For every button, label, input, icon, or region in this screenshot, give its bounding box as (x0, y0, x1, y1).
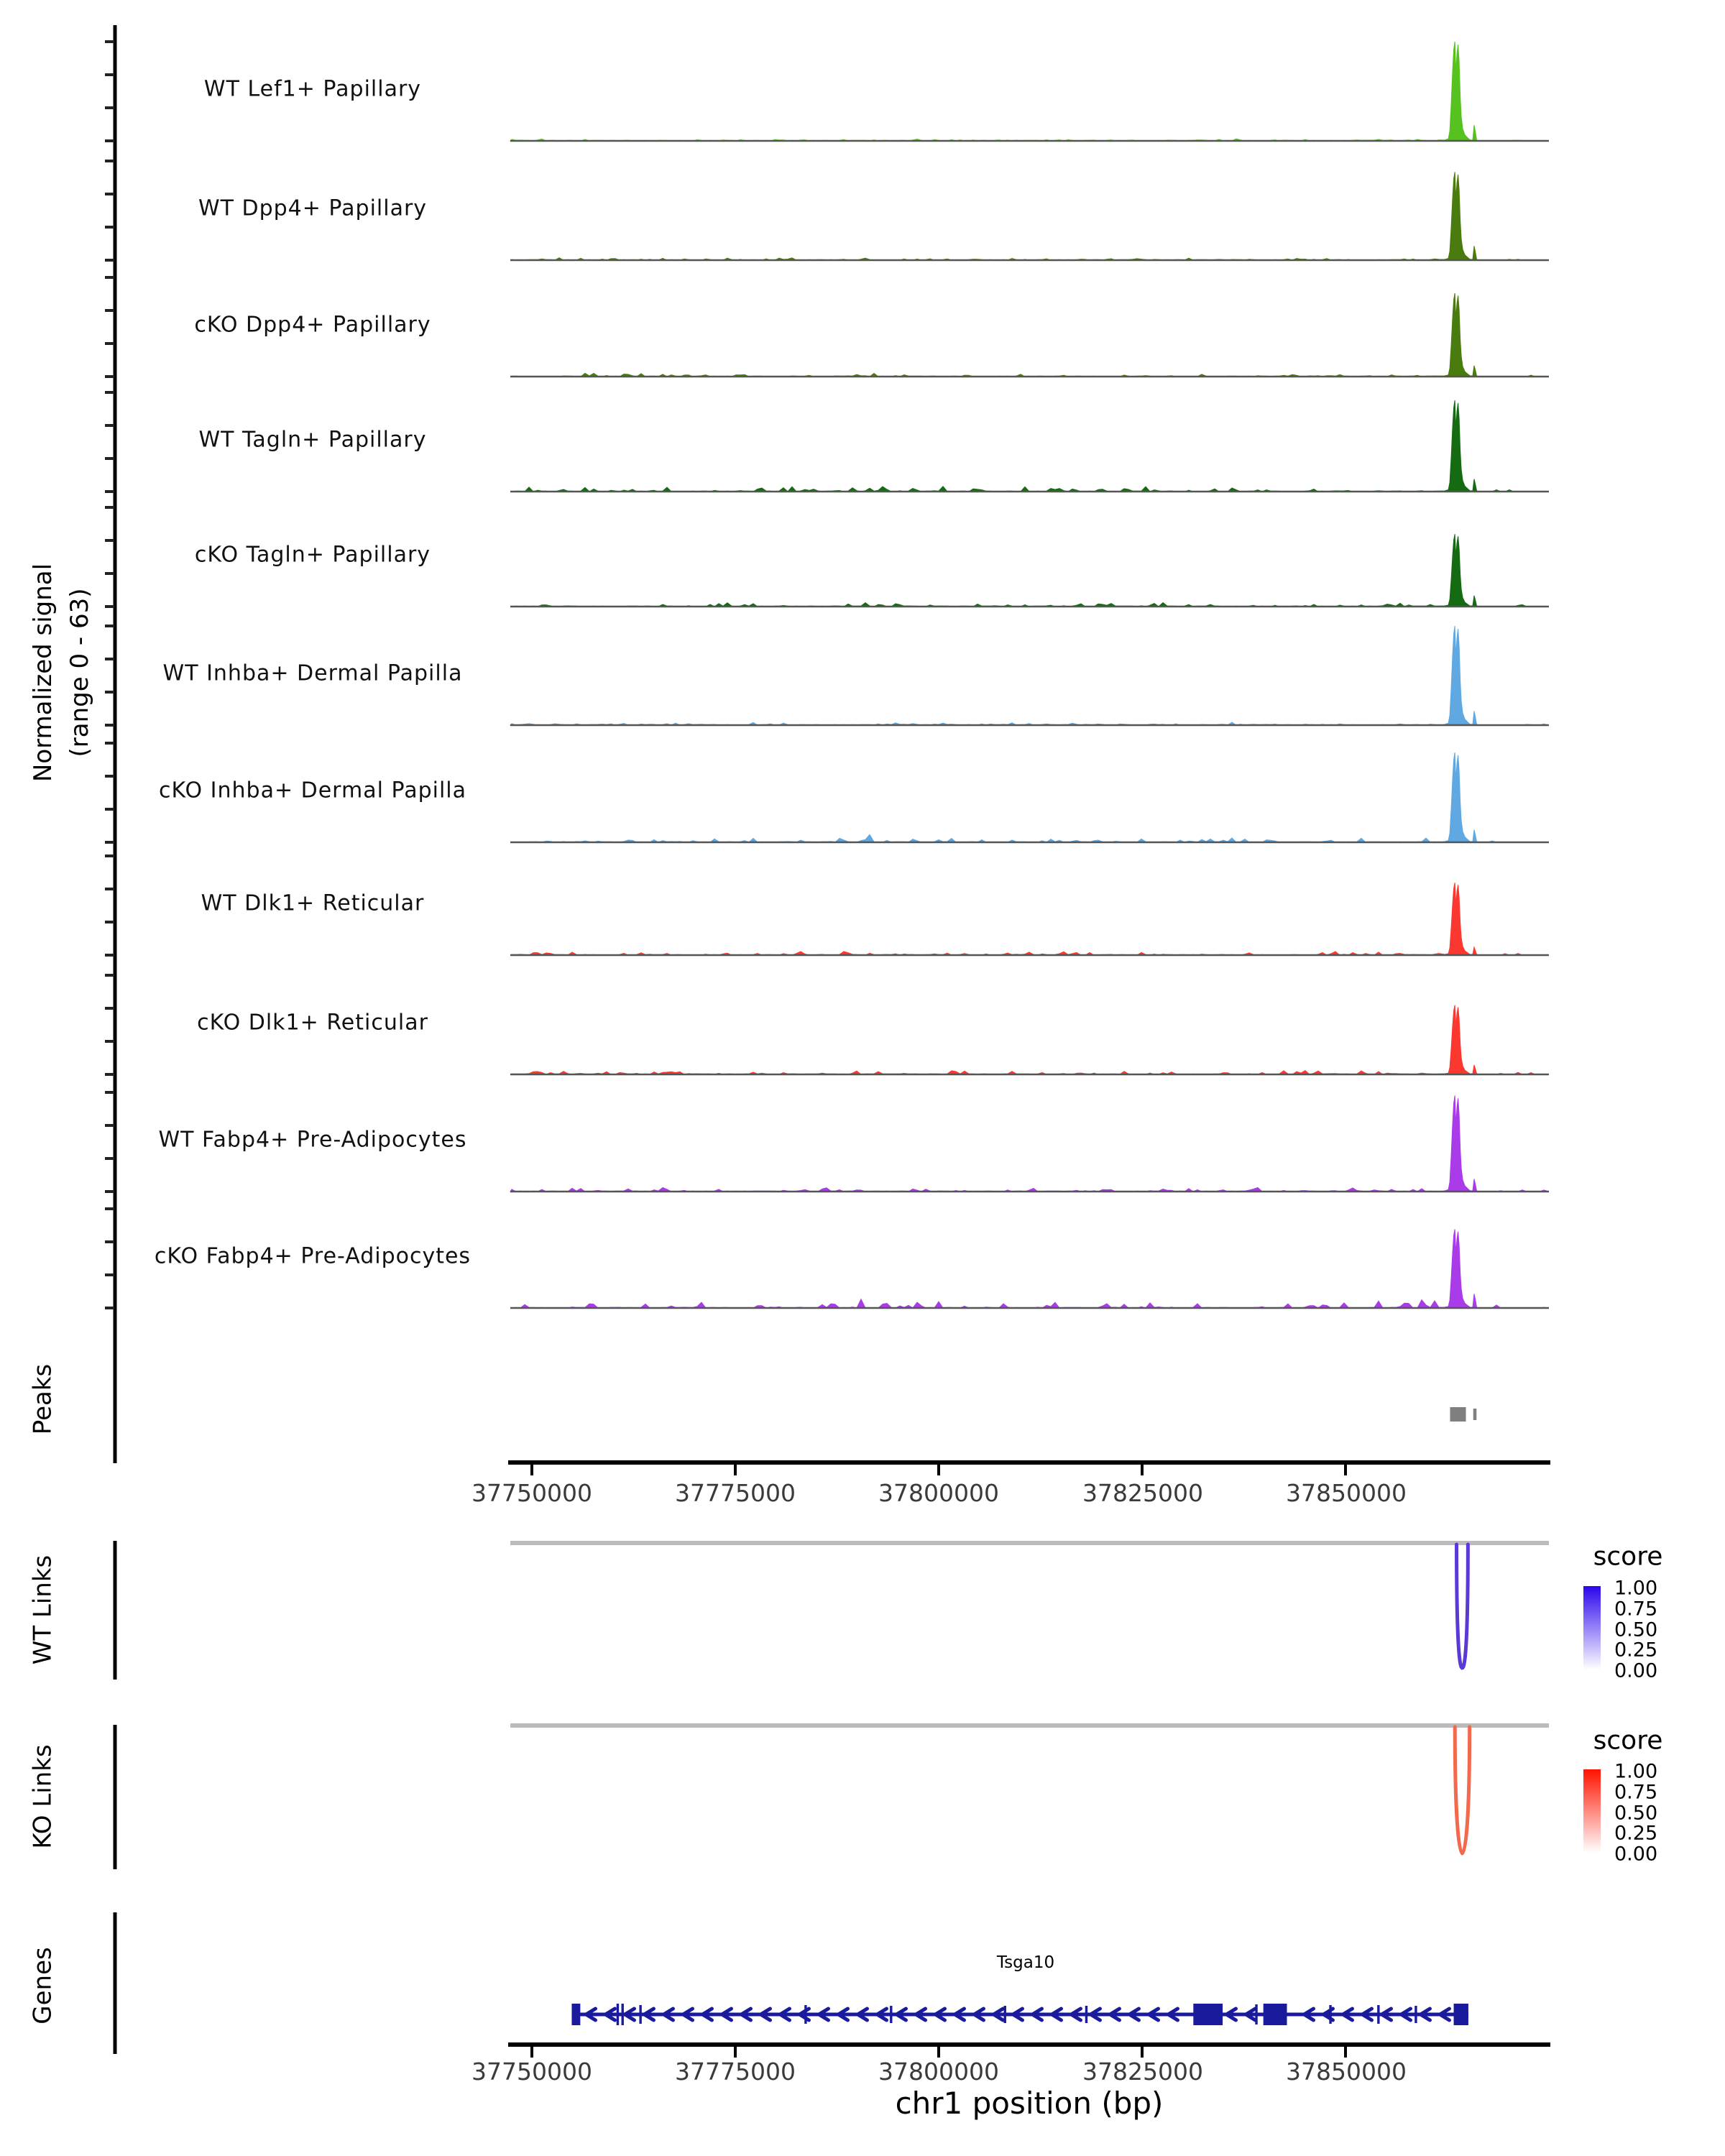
wt-score-legend-gradient (1583, 1586, 1601, 1669)
wt-legend-0.00: 0.00 (1614, 1659, 1658, 1682)
gene-exon-10 (1264, 2004, 1287, 2025)
track-label-wt-tagln: WT Tagln+ Papillary (198, 427, 427, 453)
ko-link-arc (1455, 1727, 1469, 1853)
x-axis-title: chr1 position (bp) (895, 2086, 1164, 2121)
xtick-upper-37800000: 37800000 (878, 1479, 999, 1507)
xtick-lower-37750000: 37750000 (472, 2058, 592, 2086)
peaks-section-label: Peaks (28, 1363, 58, 1435)
gene-exon-13 (1414, 2006, 1417, 2023)
coverage-area-2 (510, 293, 1549, 377)
gene-exon-12 (1377, 2005, 1379, 2024)
xtick-lower-37850000: 37850000 (1286, 2058, 1407, 2086)
xtick-lower-37825000: 37825000 (1082, 2058, 1203, 2086)
xtick-lower-37775000: 37775000 (675, 2058, 796, 2086)
ko-legend-1.00: 1.00 (1614, 1760, 1658, 1783)
xtick-upper-37825000: 37825000 (1082, 1479, 1203, 1507)
coverage-area-9 (510, 1095, 1549, 1192)
signal-y-axis-label-line2: (range 0 - 63) (65, 588, 94, 757)
ko-legend-0.00: 0.00 (1614, 1843, 1658, 1866)
xtick-upper-37750000: 37750000 (472, 1479, 592, 1507)
gene-exon-14 (1454, 2004, 1468, 2025)
wt-score-legend-title: score (1593, 1542, 1663, 1572)
peak-region-box-1 (1473, 1409, 1477, 1420)
track-label-wt-lef1: WT Lef1+ Papillary (203, 76, 422, 102)
coverage-area-0 (510, 42, 1549, 141)
track-label-cko-dpp4: cKO Dpp4+ Papillary (194, 312, 431, 338)
peak-region-box-0 (1450, 1407, 1466, 1422)
ko-score-legend-gradient (1583, 1769, 1601, 1853)
wt-legend-1.00: 1.00 (1614, 1577, 1658, 1600)
wt-legend-0.50: 0.50 (1614, 1618, 1658, 1641)
gene-exon-4 (804, 2005, 806, 2024)
xtick-upper-37775000: 37775000 (675, 1479, 796, 1507)
track-label-cko-tagln: cKO Tagln+ Papillary (194, 542, 431, 568)
wt-link-arc (1457, 1544, 1468, 1668)
track-label-cko-inhba: cKO Inhba+ Dermal Papilla (158, 778, 467, 803)
coverage-area-10 (510, 1230, 1549, 1309)
signal-y-axis-label-line1: Normalized signal (29, 563, 58, 783)
xtick-lower-37800000: 37800000 (878, 2058, 999, 2086)
track-label-wt-fabp4: WT Fabp4+ Pre-Adipocytes (158, 1127, 467, 1153)
coverage-area-4 (510, 534, 1549, 607)
track-label-wt-dpp4: WT Dpp4+ Papillary (198, 195, 428, 221)
wt-links-section-label: WT Links (28, 1554, 58, 1665)
xtick-upper-37850000: 37850000 (1286, 1479, 1407, 1507)
gene-exon-1 (617, 2004, 619, 2025)
coverage-area-7 (510, 883, 1549, 955)
gene-exon-8 (1193, 2004, 1223, 2025)
ko-links-section-label: KO Links (28, 1744, 58, 1849)
gene-exon-0 (571, 2004, 580, 2025)
gene-name-label: Tsga10 (996, 1953, 1055, 1972)
genes-section-label: Genes (28, 1947, 58, 2024)
signal-y-axis-label (25, 563, 98, 782)
coverage-area-3 (510, 400, 1549, 492)
track-label-cko-fabp4: cKO Fabp4+ Pre-Adipocytes (154, 1243, 472, 1269)
ko-legend-0.50: 0.50 (1614, 1802, 1658, 1825)
coverage-area-5 (510, 626, 1549, 725)
ko-legend-0.75: 0.75 (1614, 1781, 1658, 1804)
coverage-area-8 (510, 1005, 1549, 1074)
wt-legend-0.25: 0.25 (1614, 1639, 1658, 1662)
gene-exon-7 (1085, 2006, 1087, 2023)
track-label-wt-inhba: WT Inhba+ Dermal Papilla (162, 660, 463, 686)
ko-legend-0.25: 0.25 (1614, 1822, 1658, 1845)
track-label-cko-dlk1: cKO Dlk1+ Reticular (197, 1010, 428, 1036)
gene-exon-5 (890, 2006, 892, 2023)
gene-exon-3 (639, 2005, 641, 2024)
ko-score-legend-title: score (1593, 1726, 1663, 1756)
coverage-area-1 (510, 172, 1549, 260)
coverage-area-6 (510, 752, 1549, 842)
track-label-wt-dlk1: WT Dlk1+ Reticular (201, 890, 425, 916)
wt-legend-0.75: 0.75 (1614, 1598, 1658, 1621)
